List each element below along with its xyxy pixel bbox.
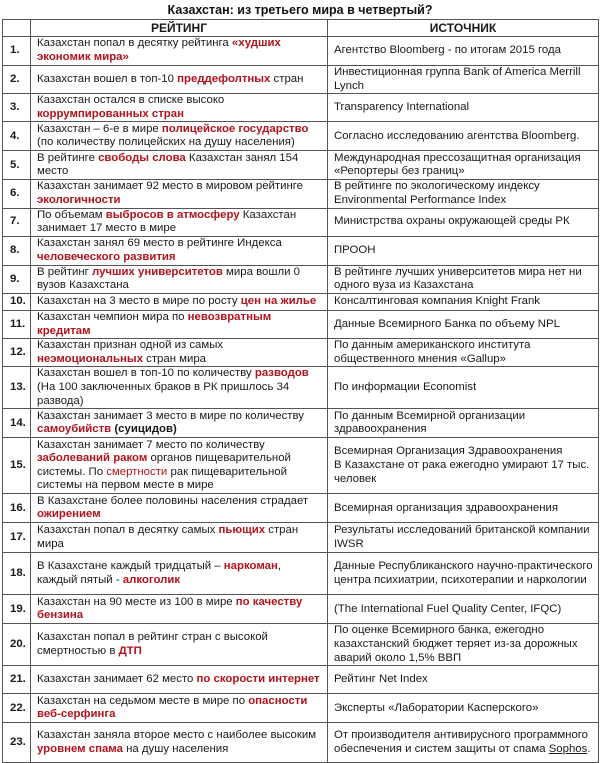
text-segment: Казахстан признан одной из самых [37,339,224,352]
text-segment: стран мира [142,352,207,365]
table-row [3,666,599,694]
row-number: 12. [3,339,31,367]
text-segment: По информации Economist [334,381,477,394]
row-number: 10. [3,293,31,310]
text-segment: Казахстан занимает 3 место в мире по количеству [37,409,305,422]
highlighted-text: свободы слова [98,151,186,164]
highlighted-text: заболеваний раком [37,452,148,465]
highlighted-text: невозвратным кредитам [37,310,272,337]
source-cell [328,122,599,151]
text-segment: Казахстан – 6-е в мире [37,122,162,135]
table-row [3,94,599,122]
highlighted-text: ожирением [37,508,101,521]
row-number: 2. [3,66,31,94]
text-segment: Казахстан на 90 месте из 100 в мире [37,595,236,608]
text-segment: Казахстан остался в списке высоко [37,94,225,107]
row-number: 20. [3,624,31,666]
text-segment: Казахстан занимает 62 место [37,673,197,686]
text-segment: В рейтинге по экологическому индексу Environmental Performance Index [334,180,540,206]
rating-cell [31,409,328,438]
text-segment: Казахстан занимает 7 место по количеству [37,438,265,451]
source-cell [328,180,599,208]
text-segment: Казахстан чемпион мира по [37,310,188,323]
table-row [3,339,599,367]
text-segment: Казахстан на седьмом месте в мире по [37,694,249,707]
highlighted-text: ДТП [118,644,142,657]
source-cell [328,624,599,666]
rating-cell [31,523,328,553]
text-segment: Эксперты «Лаборатории Касперского» [334,701,539,714]
row-number: 16. [3,494,31,523]
row-number: 18. [3,553,31,595]
row-number: 1. [3,37,31,66]
source-cell [328,494,599,523]
highlighted-text: неэмоциональных [37,352,143,365]
table-row [3,208,599,236]
source-cell [328,438,599,494]
source-cell [328,265,599,293]
source-cell [328,553,599,595]
rating-cell [31,595,328,624]
table-row [3,595,599,624]
row-number: 23. [3,723,31,763]
rating-cell [31,236,328,265]
table-row [3,523,599,553]
source-cell [328,339,599,367]
rating-cell [31,293,328,310]
source-cell [328,523,599,553]
row-number: 15. [3,438,31,494]
header-source: ИСТОЧНИК [328,20,599,37]
table-row [3,367,599,409]
text-segment: Министрства охраны окружающей среды РК [334,215,570,228]
table-row [3,553,599,595]
highlighted-text: опасности веб-серфинга [37,694,308,721]
text-segment: на душу населения [122,742,229,755]
text-segment: В рейтинг [37,265,92,278]
text-segment: рак пищеварительной системы на первом месте в мире [37,465,287,492]
highlighted-text: по качеству бензина [37,595,303,622]
source-cell [328,293,599,310]
text-segment: , каждый пятый - [37,560,281,586]
text-segment: (суицидов) [111,423,177,436]
text-segment: Казахстан вошел в топ-10 по количеству [37,367,255,380]
row-number: 3. [3,94,31,122]
table-row [3,236,599,265]
text-segment: Transparency International [334,100,470,113]
row-number: 14. [3,409,31,438]
highlighted-text: коррумпированных стран [37,107,184,120]
highlighted-text: пьющих [218,524,266,537]
rating-cell [31,339,328,367]
rating-cell [31,208,328,236]
text-segment: В рейтинге [37,151,99,164]
table-row [3,438,599,494]
highlighted-text: самоубийств [37,423,112,436]
text-segment: Казахстан занимает 92 место в мировом рейтинге [37,180,304,193]
rating-cell [31,94,328,122]
text-segment: По данным Всемирной организации здравоохранения [334,409,526,436]
text-segment: Казахстан попал в десятку самых [37,524,219,537]
row-number: 19. [3,595,31,624]
text-segment: Международная прессозащитная организация «Репортеры без границ» [334,151,581,178]
text-segment: стран [270,72,304,85]
rating-cell [31,180,328,208]
text-segment: Рейтинг Net Index [334,673,428,686]
text-segment: . [587,742,591,755]
row-number: 9. [3,265,31,293]
text-segment: Инвестиционная группа Bank of America Merrill Lynch [334,66,581,92]
text-segment: стран мира [37,524,299,550]
text-segment: мира вошли 0 вузов Казахстана [37,265,300,292]
source-cell [328,723,599,763]
rating-cell [31,694,328,723]
rating-cell [31,666,328,694]
rating-cell [31,723,328,763]
text-segment: органов пищеварительной системы. По [37,452,291,478]
highlighted-text: алкоголик [122,573,181,586]
source-cell [328,66,599,94]
highlighted-text: лучших университетов [91,265,223,278]
highlighted-text: смертности [106,465,168,478]
highlighted-text: выбросов в атмосферу [105,208,240,221]
table-row [3,310,599,338]
table-header-row [3,20,599,37]
text-segment: Согласно исследованию агентства Bloomberg. [334,129,580,142]
text-segment: (На 100 заключенных браков в РК пришлось 34 развода) [37,381,290,407]
text-segment: Казахстан занял 69 место в рейтинге Индекса [37,237,282,250]
text-segment: Казахстан занимает 17 место в мире [37,208,297,235]
highlighted-text: человеческого развития [37,250,176,263]
text-segment: Данные Республиканского научно-практического центра психиатрии, психотерапии и наркологии [334,560,593,586]
rating-cell [31,310,328,338]
table-row [3,293,599,310]
row-number: 22. [3,694,31,723]
rating-cell [31,624,328,666]
rating-cell [31,37,328,66]
table-row [3,265,599,293]
text-segment: Казахстан на 3 место в мире по росту [37,295,241,308]
text-segment: В Казахстане более половины населения страдает [37,494,309,507]
text-segment: Sophos [548,742,588,755]
highlighted-text: наркоман [223,560,278,573]
text-segment: В рейтинге лучших университетов мира нет ни одного вуза из Казахстана [334,265,582,292]
table-row [3,624,599,666]
rating-cell [31,494,328,523]
source-cell [328,595,599,624]
text-segment: По данным американского института общественного мнения «Gallup» [334,339,531,365]
text-segment: Казахстан попал в рейтинг стран с высокой смертностью в [37,631,268,657]
table-row [3,122,599,151]
header-rating: РЕЙТИНГ [31,20,328,37]
table-row [3,180,599,208]
rating-cell [31,265,328,293]
text-segment: Казахстан попал в десятку рейтинга [37,37,232,50]
text-segment: Агентство Bloomberg - по итогам 2015 года [334,44,561,57]
row-number: 21. [3,666,31,694]
text-segment: Казахстан занял 154 место [37,151,299,178]
rating-cell [31,66,328,94]
table-row [3,66,599,94]
table-row [3,409,599,438]
text-segment: Всемирная Организация Здравоохранения [334,445,563,458]
row-number: 11. [3,310,31,338]
row-number: 8. [3,236,31,265]
text-segment: По объемам [37,208,106,221]
text-segment: В Казахстане каждый тридцатый – [37,560,224,573]
table-row [3,37,599,66]
highlighted-text: преддефолтных [177,72,271,85]
text-segment: По оценке Всемирного банка, ежегодно казахстанский бюджет теряет из-за дорожных аварий около 1,5% ВВП [334,624,578,664]
text-segment: Всемирная организация здравоохранения [334,501,559,514]
table-row [3,694,599,723]
text-segment: (The International Fuel Quality Center, IFQC) [334,602,562,615]
row-number: 6. [3,180,31,208]
page-title: Казахстан: из третьего мира в четвертый? [167,3,433,17]
highlighted-text: по скорости интернет [196,673,320,686]
text-segment: В Казахстане от рака ежегодно умирают 17 тыс. человек [334,459,590,485]
source-cell [328,666,599,694]
text-segment: ПРООН [334,243,376,256]
source-cell [328,94,599,122]
ratings-table [2,19,599,763]
rating-cell [31,367,328,409]
row-number: 13. [3,367,31,409]
row-number: 4. [3,122,31,151]
highlighted-text: «худших экономик мира» [37,37,281,63]
rating-cell [31,151,328,180]
rating-cell [31,122,328,151]
text-segment: От производителя антивирусного программного обеспечения и систем защиты от спама [334,729,589,755]
source-cell [328,694,599,723]
source-cell [328,367,599,409]
source-cell [328,310,599,338]
header-number [3,20,31,37]
text-segment: Консалтинговая компания Knight Frank [334,295,540,308]
source-cell [328,37,599,66]
table-row [3,723,599,763]
highlighted-text: цен на жилье [240,295,317,308]
highlighted-text: разводов [254,367,309,380]
source-cell [328,208,599,236]
highlighted-text: экологичности [37,193,121,206]
highlighted-text: уровнем спама [37,742,123,755]
source-cell [328,409,599,438]
text-segment: Данные Всемирного Банка по объему NPL [334,317,560,330]
rating-cell [31,438,328,494]
row-number: 7. [3,208,31,236]
table-row [3,494,599,523]
table-body [3,37,599,763]
highlighted-text: полицейское государство [161,122,309,135]
text-segment: Казахстан вошел в топ-10 [37,72,178,85]
table-row [3,151,599,180]
row-number: 5. [3,151,31,180]
row-number: 17. [3,523,31,553]
source-cell [328,151,599,180]
text-segment: (по количеству полицейских на душу населения) [37,136,295,149]
text-segment: Результаты исследований британской компании IWSR [334,524,590,550]
source-cell [328,236,599,265]
rating-cell [31,553,328,595]
text-segment: Казахстан заняла второе место с наиболее высоким [37,729,317,742]
